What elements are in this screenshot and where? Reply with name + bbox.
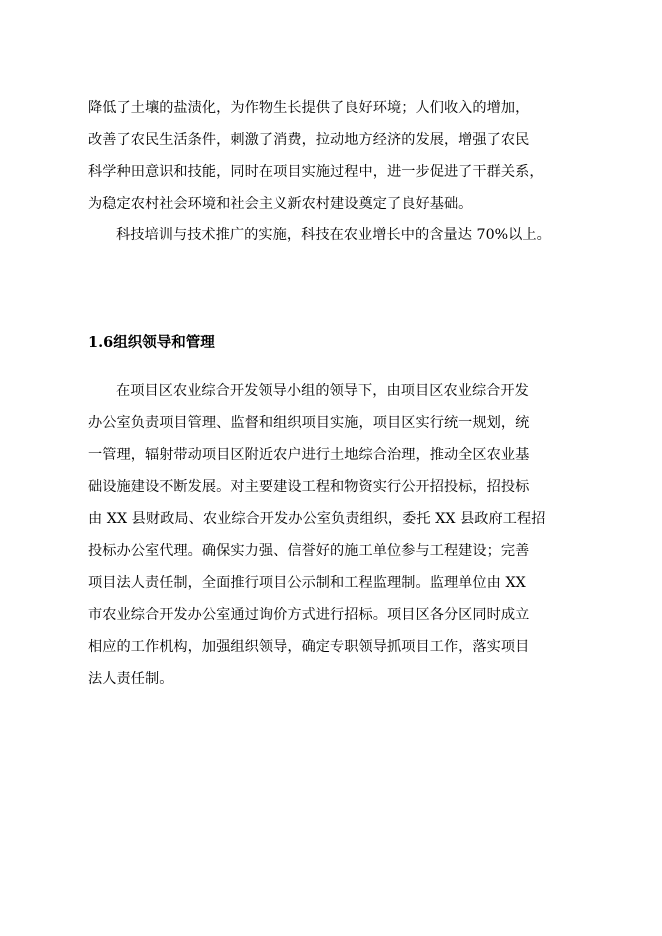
text-line: 相应的工作机构，加强组织领导，确定专职领导抓项目工作，落实项目 [88, 639, 530, 655]
text-line: 项目法人责任制，全面推行项目公示制和工程监理制。监理单位由 XX [88, 575, 526, 591]
text-line: 科学种田意识和技能，同时在项目实施过程中，进一步促进了干群关系， [88, 164, 544, 180]
text-line: 法人责任制。 [88, 671, 174, 687]
text-line: 础设施建设不断发展。对主要建设工程和物资实行公开招投标，招投标 [88, 479, 530, 495]
section-heading: 1.6组织领导和管理 [88, 334, 215, 351]
text-line: 在项目区农业综合开发领导小组的领导下，由项目区农业综合开发 [116, 383, 529, 399]
text-line: 为稳定农村社会环境和社会主义新农村建设奠定了良好基础。 [88, 196, 473, 212]
text-line: 改善了农民生活条件，刺激了消费，拉动地方经济的发展，增强了农民 [88, 132, 530, 148]
text-line: 降低了土壤的盐渍化，为作物生长提供了良好环境；人们收入的增加， [88, 100, 530, 116]
text-line: 投标办公室代理。确保实力强、信誉好的施工单位参与工程建设；完善 [88, 543, 530, 559]
text-line: 由 XX 县财政局、农业综合开发办公室负责组织，委托 XX 县政府工程招 [88, 511, 546, 527]
text-line: 一管理，辐射带动项目区附近农户进行土地综合治理，推动全区农业基 [88, 447, 530, 463]
text-line: 市农业综合开发办公室通过询价方式进行招标。项目区各分区同时成立 [88, 607, 530, 623]
text-line: 办公室负责项目管理、监督和组织项目实施，项目区实行统一规划，统 [88, 415, 530, 431]
text-line: 科技培训与技术推广的实施，科技在农业增长中的含量达 70%以上。 [116, 227, 551, 243]
